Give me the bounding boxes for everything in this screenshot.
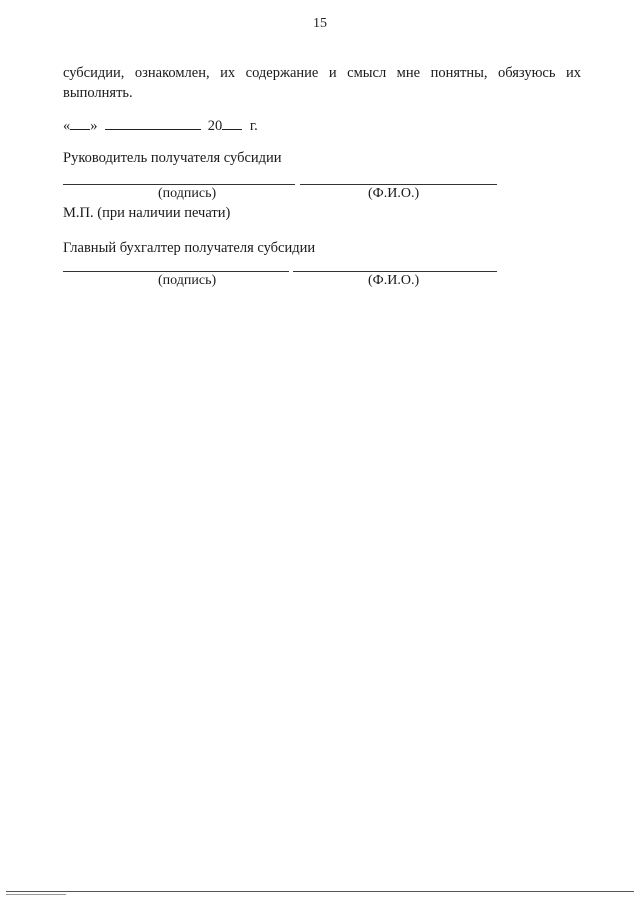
stamp-note: М.П. (при наличии печати) [63, 205, 231, 221]
accountant-signature-line [63, 271, 289, 272]
year-suffix: г. [249, 118, 258, 134]
accountant-title: Главный бухгалтер получателя субсидии [63, 240, 316, 256]
footer-rule [6, 891, 634, 892]
page-number: 15 [313, 16, 327, 31]
head-name-caption: (Ф.И.О.) [368, 186, 420, 201]
body-paragraph: субсидии, ознакомлен, их содержание и смысл мне понятны, обязуюсь их выполнять. [63, 65, 581, 101]
head-signature-caption: (подпись) [158, 186, 217, 201]
date-open-quote: « [63, 118, 71, 134]
year-blank [222, 115, 242, 130]
accountant-name-caption: (Ф.И.О.) [368, 273, 420, 288]
accountant-signature-caption: (подпись) [158, 273, 217, 288]
date-close-quote: » [90, 118, 98, 134]
accountant-name-line [293, 271, 497, 272]
head-title: Руководитель получателя субсидии [63, 150, 282, 166]
year-prefix: 20 [207, 118, 223, 134]
head-name-line [300, 184, 497, 185]
head-signature-line [63, 184, 295, 185]
month-blank [105, 115, 201, 130]
footer-rule-short [6, 894, 66, 895]
day-blank [70, 115, 90, 130]
date-line [63, 115, 258, 135]
